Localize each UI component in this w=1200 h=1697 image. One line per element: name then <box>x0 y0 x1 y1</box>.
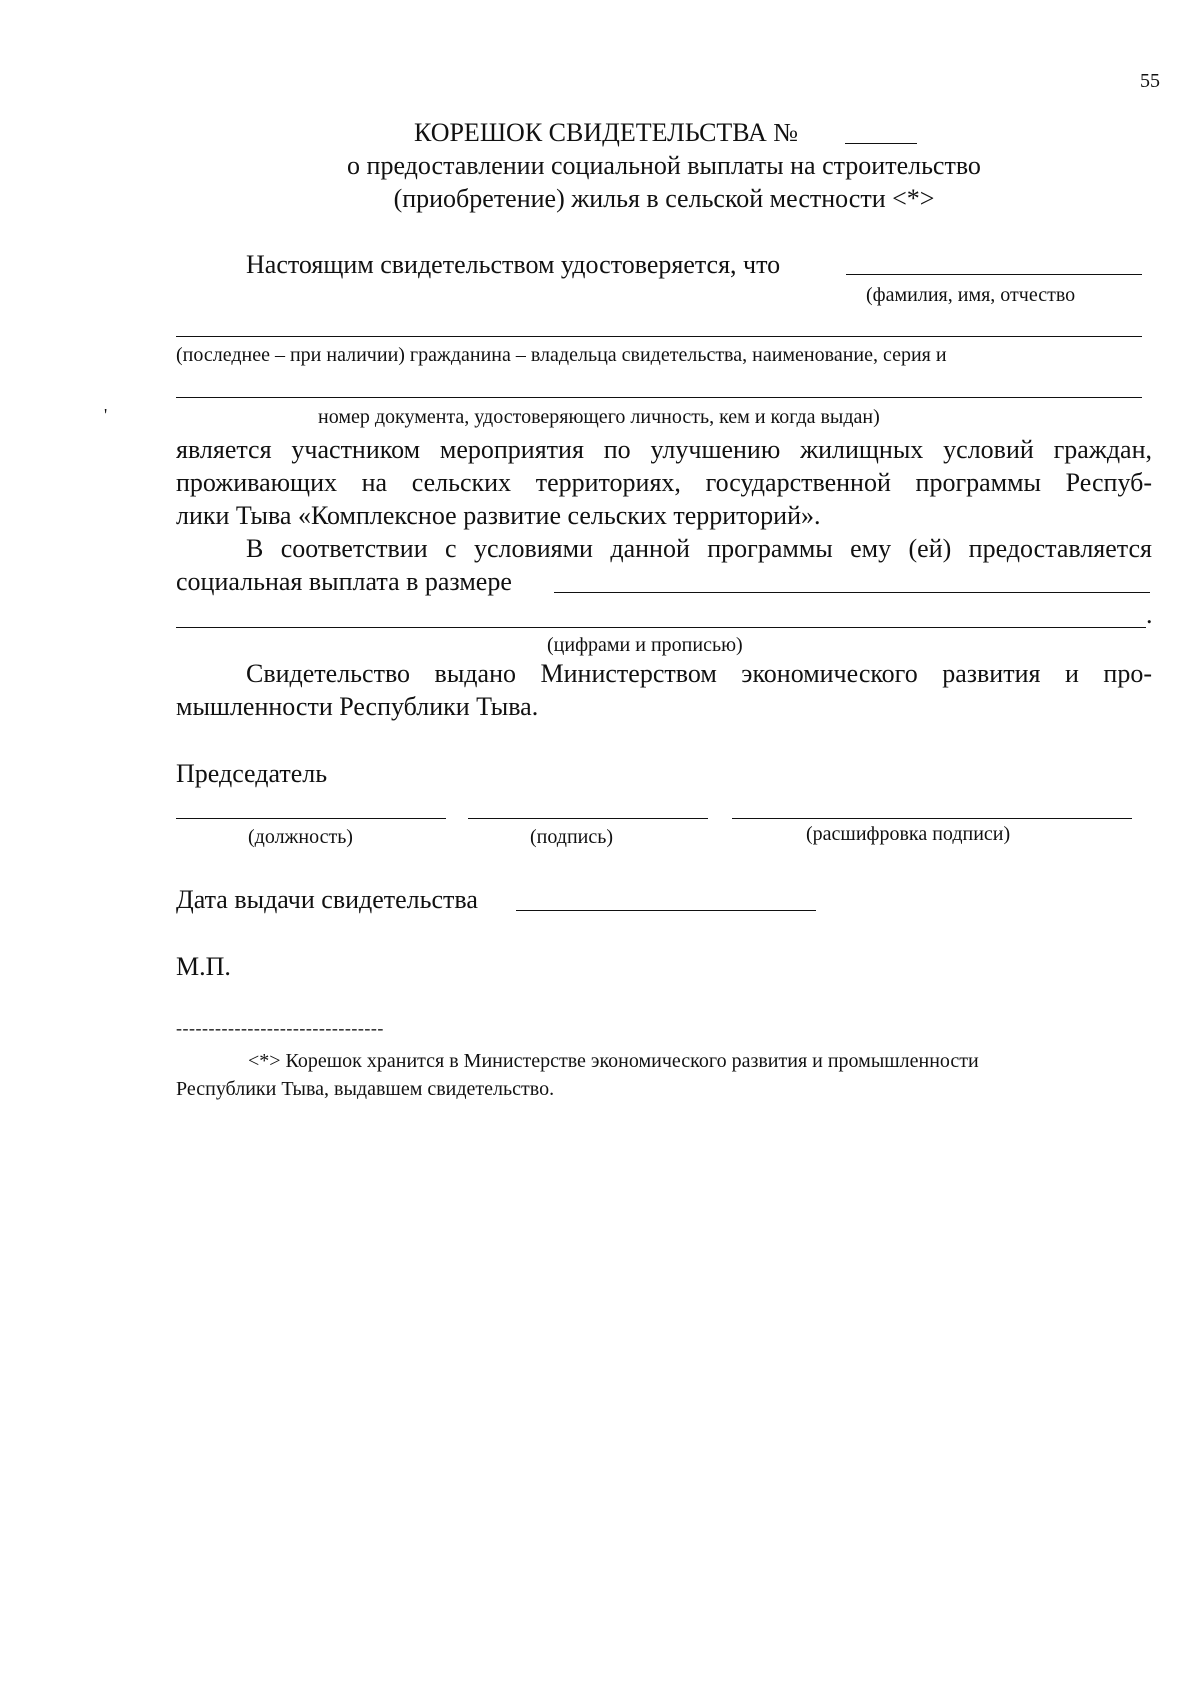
paragraph1-line3: лики Тыва «Комплексное развитие сельских территорий». <box>176 501 821 530</box>
chairman-label: Председатель <box>176 759 328 788</box>
document-subtitle-line1: о предоставлении социальной выплаты на строительство <box>347 151 981 180</box>
paragraph1-line2: проживающих на сельских территориях, государственной программы Респуб- <box>176 468 1152 497</box>
amount-hint: (цифрами и прописью) <box>547 634 743 656</box>
paragraph1-line1: является участником мероприятия по улучшению жилищных условий граждан, <box>176 435 1152 464</box>
signature-hint: (подпись) <box>530 826 614 848</box>
paragraph2-line2: социальная выплата в размере <box>176 567 512 596</box>
issue-date-line[interactable] <box>516 910 816 911</box>
decoding-line[interactable] <box>732 818 1132 819</box>
position-hint: (должность) <box>248 826 353 848</box>
document-subtitle-line2: (приобретение) жилья в сельской местности <*> <box>393 184 935 213</box>
amount-line-1[interactable] <box>554 592 1150 593</box>
signature-line[interactable] <box>468 818 708 819</box>
document-hint: номер документа, удостоверяющего личность, кем и когда выдан) <box>318 406 880 428</box>
certify-intro: Настоящим свидетельством удостоверяется, что <box>246 250 781 279</box>
margin-mark: ' <box>104 405 108 425</box>
issue-date-label: Дата выдачи свидетельства <box>176 885 478 914</box>
footnote-line1: <*> Корешок хранится в Министерстве экономического развития и промышленности <box>248 1050 979 1072</box>
page-number: 55 <box>1140 70 1160 92</box>
fio-line[interactable] <box>846 274 1142 275</box>
position-line[interactable] <box>176 818 446 819</box>
paragraph2-line1: В соответствии с условиями данной программы ему (ей) предоставляется <box>246 534 1152 563</box>
stamp-label: М.П. <box>176 952 231 981</box>
amount-line-2[interactable] <box>176 627 1146 628</box>
amount-line-end: . <box>1146 600 1153 629</box>
certificate-number-line[interactable] <box>845 143 917 144</box>
fio-hint: (фамилия, имя, отчество <box>866 284 1076 306</box>
decoding-hint: (расшифровка подписи) <box>806 823 1011 845</box>
footnote-separator: -------------------------------- <box>176 1018 384 1038</box>
citizen-line[interactable] <box>176 336 1142 337</box>
document-title: КОРЕШОК СВИДЕТЕЛЬСТВА № <box>414 118 799 147</box>
document-line[interactable] <box>176 397 1142 398</box>
footnote-line2: Республики Тыва, выдавшем свидетельство. <box>176 1078 555 1100</box>
paragraph3-line1: Свидетельство выдано Министерством экономического развития и про- <box>246 659 1152 688</box>
paragraph3-line2: мышленности Республики Тыва. <box>176 692 539 721</box>
citizen-hint: (последнее – при наличии) гражданина – владельца свидетельства, наименование, серия и <box>176 344 947 366</box>
